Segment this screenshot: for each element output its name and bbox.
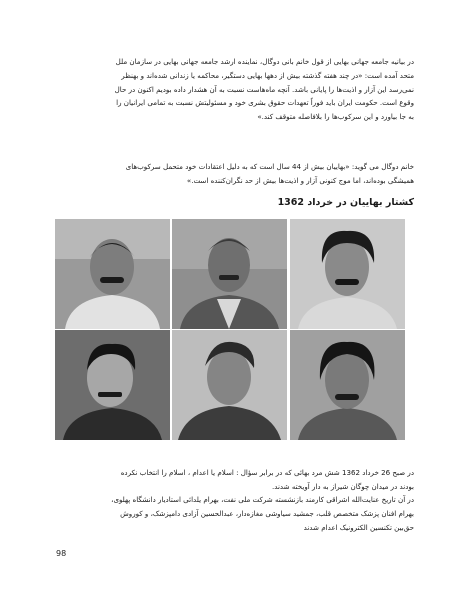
event-paragraph	[58, 466, 414, 494]
portrait-photo-5	[172, 330, 287, 440]
text-line: متحد آمده است: «در چند هفته گذشته بیش از دهها بهایی دستگیر، محاکمه یا زندانی شده‌اند و بهنظر	[121, 70, 414, 80]
page-number: 98	[56, 549, 67, 558]
portrait-photo-6	[290, 330, 405, 440]
text-line: نمی‌رسد این آزار و اذیت‌ها را پایانی باشد. آنچه ماه‌هاست نسبت به آن هشدار داده بودیم اکنون در حال	[114, 84, 414, 94]
text-line: در صبح 26 خرداد 1362 شش مرد بهائی که در برابر سؤال : اسلام یا اعدام ، اسلام را انتخاب نکرده	[120, 468, 414, 477]
portrait-photo-1	[55, 219, 170, 329]
text-line: بهرام افنان پزشک متخصص قلب، جمشید سیاوشی مغازه‌دار، عبدالحسین آزادی دامپزشک، و کوروش	[120, 508, 414, 518]
text-line: همیشگی بوده‌اند، اما موج کنونی آزار و اذیت‌ها بیش از حد نگران‌کننده است.»	[186, 175, 414, 185]
text-line: بودند در میدان چوگان شیراز به دار آویخته شدند.	[271, 481, 414, 491]
intro-paragraph	[58, 55, 414, 124]
text-line: در بیانیه جامعه جهانی بهایی از قول خانم بانی دوگال، نماینده ارشد جامعه جهانی بهایی در سازمان ملل	[115, 57, 414, 66]
portrait-photo-2	[172, 219, 287, 329]
text-line: خانم دوگال می گوید: «بهاییان بیش از 44 سال است که به دلیل اعتقادات خود متحمل سرکوب‌های	[125, 162, 414, 171]
portrait-photo-4	[55, 330, 170, 440]
text-line: به جا بیاورد و این سرکوب‌ها را بلافاصله متوقف کند.»	[257, 112, 414, 122]
text-line: در آن تاریخ عنایت‌الله اشراقی کارمند بازنشسته شرکت ملی نفت، بهرام یلدائی استادیار دانشگاه پهلوی،	[111, 495, 414, 504]
names-paragraph	[58, 493, 414, 534]
quote-paragraph	[58, 160, 414, 188]
portrait-photo-3	[290, 219, 405, 329]
text-line: وقوع است. حکومت ایران باید فوراً تعهدات حقوق بشری خود و مسئولیتش نسبت به تمامی ایرانیان را	[116, 98, 414, 108]
text-line: حق‌بین تکنسین الکترونیک اعدام شدند	[303, 522, 414, 532]
section-heading: کشتار بهاییان در خرداد 1362	[277, 197, 414, 208]
